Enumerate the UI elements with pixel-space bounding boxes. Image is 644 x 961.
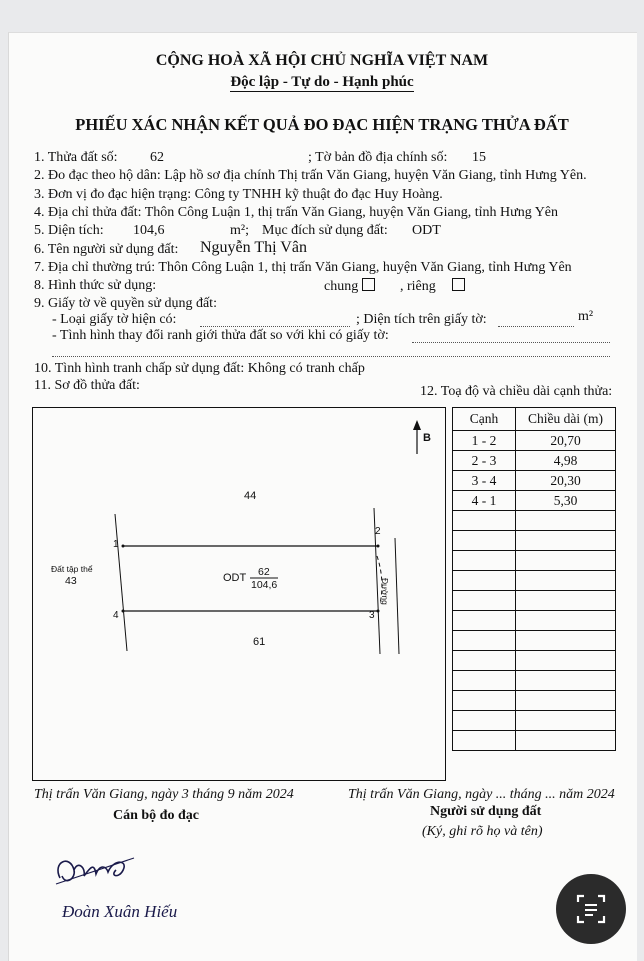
edge-cell [453, 531, 516, 551]
surveyor-name: Đoàn Xuân Hiếu [62, 902, 178, 921]
vertex-4-label: 4 [113, 610, 119, 621]
edge-cell [453, 731, 516, 751]
edge-cell [453, 671, 516, 691]
dotted-line [52, 356, 610, 357]
length-cell [516, 691, 616, 711]
length-cell [516, 651, 616, 671]
motto-text: Độc lập - Tự do - Hạnh phúc [230, 74, 414, 90]
field-5-value: 104,6 [133, 223, 165, 238]
ownership-shared-label: chung [324, 279, 359, 294]
north-arrowhead-icon [413, 420, 421, 430]
length-cell: 5,30 [516, 491, 616, 511]
edge-cell: 3 - 4 [453, 471, 516, 491]
vertex-3 [377, 610, 380, 613]
field-7: 7. Địa chỉ thường trú: Thôn Công Luận 1, thị trấn Văn Giang, huyện Văn Giang, tỉnh Hưng Yên [34, 260, 572, 275]
field-8-label: 8. Hình thức sử dụng: [34, 278, 157, 293]
table-row [453, 711, 616, 731]
table-row [453, 611, 616, 631]
scan-button[interactable] [556, 874, 626, 944]
edge-cell [453, 711, 516, 731]
length-cell [516, 591, 616, 611]
table-row [453, 731, 616, 751]
owner-date: Thị trấn Văn Giang, ngày ... tháng ... năm 2024 [348, 787, 615, 802]
length-cell [516, 511, 616, 531]
vertex-2-label: 2 [375, 526, 381, 537]
vertex-1 [122, 545, 125, 548]
owner-sign-note: (Ký, ghi rõ họ và tên) [422, 824, 543, 839]
field-1-label: 1. Thửa đất số: [34, 150, 118, 165]
table-row [453, 431, 616, 451]
edge-length-table [452, 407, 616, 751]
motto [0, 74, 644, 91]
table-row [453, 471, 616, 491]
table-row [453, 631, 616, 651]
field-9a: - Loại giấy tờ hiện có: [52, 312, 177, 327]
length-cell [516, 711, 616, 731]
vertex-3-label: 3 [369, 610, 375, 621]
dotted-line [498, 326, 574, 327]
length-cell [516, 671, 616, 691]
field-9b-unit: m² [578, 309, 594, 324]
length-cell: 20,30 [516, 471, 616, 491]
private-checkbox[interactable] [452, 278, 465, 291]
shared-checkbox[interactable] [362, 278, 375, 291]
table-row [453, 671, 616, 691]
length-cell: 20,70 [516, 431, 616, 451]
edge-cell: 4 - 1 [453, 491, 516, 511]
document-scan-icon [556, 874, 626, 944]
length-cell [516, 571, 616, 591]
field-6-label: 6. Tên người sử dụng đất: [34, 242, 179, 257]
table-row [453, 571, 616, 591]
parcel-sketch [32, 407, 446, 781]
field-9c: - Tình hình thay đổi ranh giới thửa đất so với khi có giấy tờ: [52, 328, 389, 343]
edge-cell [453, 651, 516, 671]
length-cell [516, 551, 616, 571]
surveyor-signature [48, 848, 138, 898]
field-12: 12. Toạ độ và chiều dài cạnh thửa: [420, 384, 613, 399]
table-body [453, 431, 616, 751]
edge-cell: 2 - 3 [453, 451, 516, 471]
table-row [453, 491, 616, 511]
length-cell [516, 611, 616, 631]
owner-role: Người sử dụng đất [430, 804, 542, 819]
vertex-2 [377, 545, 380, 548]
road-label: Đường [380, 578, 390, 605]
field-1-value: 62 [150, 150, 164, 165]
table-row [453, 591, 616, 611]
surveyor-role: Cán bộ đo đạc [113, 808, 199, 823]
edge-cell [453, 691, 516, 711]
table-header-length: Chiều dài (m) [516, 408, 616, 431]
edge-cell [453, 511, 516, 531]
edge-cell [453, 571, 516, 591]
parcel-number: 62 [258, 566, 270, 578]
vertex-4 [122, 610, 125, 613]
neighbor-left-label: Đất tập thể [51, 564, 93, 574]
edge-cell [453, 631, 516, 651]
field-9: 9. Giấy tờ về quyền sử dụng đất: [34, 296, 217, 311]
neighbor-top: 44 [244, 490, 257, 502]
edge-cell [453, 611, 516, 631]
road-boundary [395, 538, 399, 654]
edge-cell: 1 - 2 [453, 431, 516, 451]
ownership-private-label: , riêng [400, 279, 436, 294]
neighbor-left-number: 43 [65, 575, 77, 587]
document-title: PHIẾU XÁC NHẬN KẾT QUẢ ĐO ĐẠC HIỆN TRẠNG THỬA ĐẤT [75, 115, 569, 134]
length-cell [516, 731, 616, 751]
dotted-line [412, 342, 610, 343]
table-row [453, 551, 616, 571]
field-6-value: Nguyễn Thị Vân [200, 239, 307, 256]
field-5-label: 5. Diện tích: [34, 223, 104, 238]
field-1b-value: 15 [472, 150, 486, 165]
neighbor-bottom: 61 [253, 636, 266, 648]
field-4: 4. Địa chỉ thửa đất: Thôn Công Luận 1, thị trấn Văn Giang, huyện Văn Giang, tỉnh Hưng Yên [34, 205, 559, 220]
surveyor-date: Thị trấn Văn Giang, ngày 3 tháng 9 năm 2024 [34, 787, 294, 802]
table-row [453, 451, 616, 471]
dotted-line [200, 326, 350, 327]
north-label: B [423, 432, 431, 444]
edge-cell [453, 551, 516, 571]
table-header-row [453, 408, 616, 431]
ownership-private [400, 278, 465, 295]
field-10: 10. Tình hình tranh chấp sử dụng đất: Không có tranh chấp [34, 361, 365, 376]
edge-cell [453, 591, 516, 611]
length-cell [516, 631, 616, 651]
table-row [453, 531, 616, 551]
field-2: 2. Đo đạc theo hộ dân: Lập hồ sơ địa chính Thị trấn Văn Giang, huyện Văn Giang, tỉnh Hưng Yên. [34, 168, 587, 183]
field-5b-value: ODT [412, 223, 441, 238]
field-1b-label: ; Tờ bản đồ địa chính số: [308, 150, 448, 165]
table-header-edge: Cạnh [453, 408, 516, 431]
table-row [453, 511, 616, 531]
field-5b-label: Mục đích sử dụng đất: [262, 223, 388, 238]
field-5-unit: m²; [230, 223, 249, 238]
vertex-1-label: 1 [113, 539, 119, 550]
table-row [453, 651, 616, 671]
field-3: 3. Đơn vị đo đạc hiện trạng: Công ty TNHH kỹ thuật đo đạc Huy Hoàng. [34, 187, 443, 202]
field-11: 11. Sơ đồ thửa đất: [34, 378, 140, 393]
field-9b: ; Diện tích trên giấy tờ: [356, 312, 487, 327]
left-boundary [115, 514, 127, 651]
length-cell: 4,98 [516, 451, 616, 471]
ownership-shared [324, 278, 375, 295]
country-heading: CỘNG HOÀ XÃ HỘI CHỦ NGHĨA VIỆT NAM [155, 52, 489, 69]
parcel-type: ODT [223, 572, 247, 584]
table-row [453, 691, 616, 711]
length-cell [516, 531, 616, 551]
parcel-area: 104,6 [251, 579, 278, 591]
